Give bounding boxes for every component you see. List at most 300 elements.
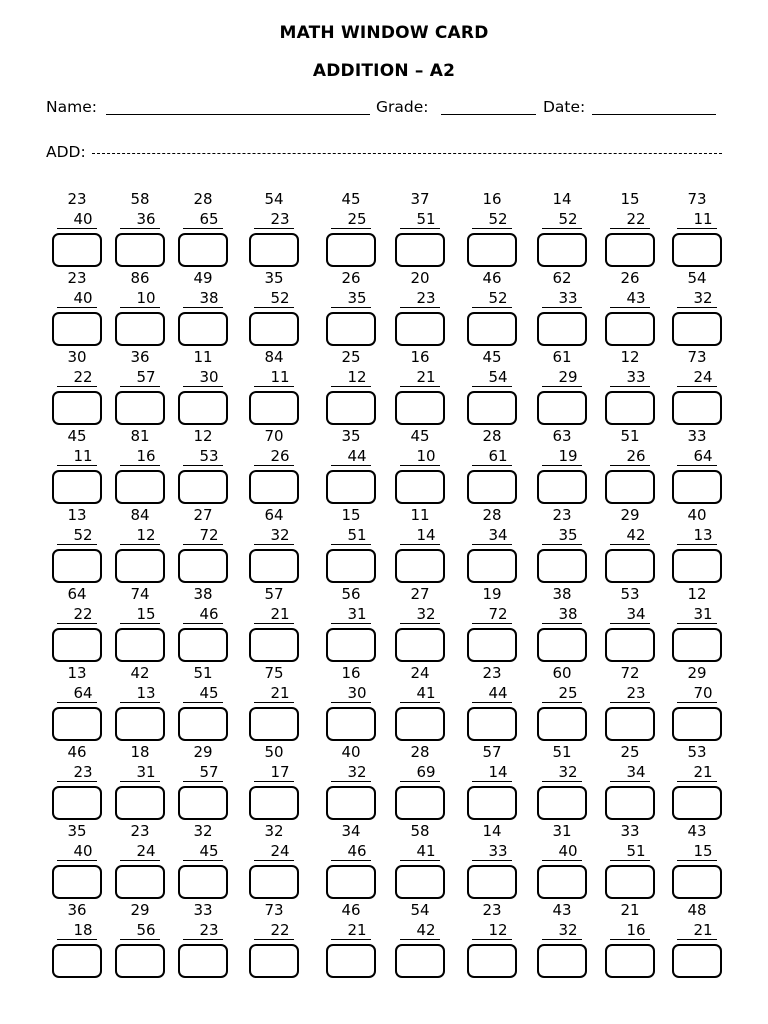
answer-box[interactable] <box>178 786 228 820</box>
addition-problem <box>49 348 105 436</box>
addition-problem <box>323 822 379 910</box>
top-addend: 49 <box>193 269 213 287</box>
bottom-addend: 32 <box>331 764 370 782</box>
answer-box[interactable] <box>326 312 376 346</box>
addition-problem <box>246 664 302 752</box>
addition-problem <box>49 190 105 278</box>
answer-box[interactable] <box>326 944 376 978</box>
bottom-addend: 32 <box>677 290 716 308</box>
answer-box[interactable] <box>395 865 445 899</box>
date-label: Date: <box>543 98 586 116</box>
top-addend: 45 <box>410 427 430 445</box>
bottom-addend-row <box>464 763 520 782</box>
top-addend: 72 <box>620 664 640 682</box>
answer-box[interactable] <box>326 391 376 425</box>
answer-box[interactable] <box>672 391 722 425</box>
top-addend: 12 <box>193 427 213 445</box>
bottom-addend-row <box>669 842 725 861</box>
answer-box[interactable] <box>52 786 102 820</box>
answer-box[interactable] <box>249 865 299 899</box>
top-addend: 81 <box>130 427 150 445</box>
top-addend: 73 <box>687 190 707 208</box>
bottom-addend-row <box>602 605 658 624</box>
answer-box[interactable] <box>115 549 165 583</box>
addition-problem <box>669 664 725 752</box>
answer-box[interactable] <box>52 944 102 978</box>
top-addend: 29 <box>687 664 707 682</box>
answer-box[interactable] <box>326 865 376 899</box>
addition-problem <box>323 506 379 594</box>
addition-problem <box>323 269 379 357</box>
answer-box[interactable] <box>115 628 165 662</box>
bottom-addend-row <box>323 763 379 782</box>
bottom-addend: 41 <box>400 843 439 861</box>
answer-box[interactable] <box>178 470 228 504</box>
top-addend: 64 <box>264 506 284 524</box>
top-addend: 23 <box>552 506 572 524</box>
answer-box[interactable] <box>395 549 445 583</box>
answer-box[interactable] <box>249 549 299 583</box>
answer-box[interactable] <box>537 707 587 741</box>
bottom-addend-row <box>246 921 302 940</box>
addition-problem <box>175 190 231 278</box>
answer-box[interactable] <box>52 707 102 741</box>
answer-box[interactable] <box>249 470 299 504</box>
addition-problem <box>464 585 520 673</box>
top-addend: 38 <box>552 585 572 603</box>
addition-problem <box>175 664 231 752</box>
answer-box[interactable] <box>467 233 517 267</box>
answer-box[interactable] <box>605 470 655 504</box>
answer-box[interactable] <box>672 233 722 267</box>
answer-box[interactable] <box>395 707 445 741</box>
addition-problem <box>246 269 302 357</box>
addition-problem <box>49 427 105 515</box>
answer-box[interactable] <box>52 549 102 583</box>
answer-box[interactable] <box>672 944 722 978</box>
bottom-addend: 35 <box>542 527 581 545</box>
bottom-addend: 51 <box>331 527 370 545</box>
top-addend: 26 <box>341 269 361 287</box>
bottom-addend: 72 <box>472 606 511 624</box>
top-addend: 23 <box>130 822 150 840</box>
top-addend: 43 <box>687 822 707 840</box>
answer-box[interactable] <box>395 470 445 504</box>
bottom-addend: 16 <box>120 448 159 466</box>
bottom-addend-row <box>49 842 105 861</box>
top-addend: 58 <box>130 190 150 208</box>
addition-problem <box>112 585 168 673</box>
bottom-addend: 32 <box>542 764 581 782</box>
addition-problem <box>246 585 302 673</box>
answer-box[interactable] <box>326 628 376 662</box>
answer-box[interactable] <box>467 786 517 820</box>
bottom-addend: 32 <box>542 922 581 940</box>
bottom-addend-row <box>175 763 231 782</box>
bottom-addend: 13 <box>677 527 716 545</box>
grade-label: Grade: <box>376 98 429 116</box>
top-addend: 27 <box>193 506 213 524</box>
top-addend: 40 <box>341 743 361 761</box>
answer-box[interactable] <box>115 233 165 267</box>
bottom-addend-row <box>534 210 590 229</box>
addition-problem <box>246 427 302 515</box>
answer-box[interactable] <box>672 865 722 899</box>
bottom-addend-row <box>112 842 168 861</box>
answer-box[interactable] <box>326 786 376 820</box>
addition-problem <box>112 901 168 989</box>
answer-box[interactable] <box>395 391 445 425</box>
answer-box[interactable] <box>52 312 102 346</box>
answer-box[interactable] <box>249 628 299 662</box>
addition-problem <box>175 506 231 594</box>
answer-box[interactable] <box>605 391 655 425</box>
bottom-addend-row <box>669 921 725 940</box>
bottom-addend-row <box>392 842 448 861</box>
answer-box[interactable] <box>115 470 165 504</box>
addition-problem <box>246 901 302 989</box>
bottom-addend-row <box>669 210 725 229</box>
bottom-addend-row <box>175 605 231 624</box>
top-addend: 28 <box>193 190 213 208</box>
bottom-addend: 46 <box>331 843 370 861</box>
answer-box[interactable] <box>537 233 587 267</box>
bottom-addend: 21 <box>331 922 370 940</box>
bottom-addend-row <box>602 921 658 940</box>
bottom-addend: 72 <box>183 527 222 545</box>
answer-box[interactable] <box>395 944 445 978</box>
answer-box[interactable] <box>115 707 165 741</box>
addition-problem <box>112 743 168 831</box>
addition-problem <box>49 743 105 831</box>
top-addend: 23 <box>67 269 87 287</box>
answer-box[interactable] <box>672 628 722 662</box>
bottom-addend-row <box>602 210 658 229</box>
addition-problem <box>669 427 725 515</box>
addition-problem <box>323 664 379 752</box>
addition-problem <box>246 743 302 831</box>
bottom-addend: 65 <box>183 211 222 229</box>
bottom-addend-row <box>323 368 379 387</box>
answer-box[interactable] <box>537 628 587 662</box>
answer-box[interactable] <box>178 865 228 899</box>
top-addend: 23 <box>482 664 502 682</box>
bottom-addend-row <box>534 921 590 940</box>
answer-box[interactable] <box>249 391 299 425</box>
top-addend: 35 <box>67 822 87 840</box>
top-addend: 86 <box>130 269 150 287</box>
bottom-addend-row <box>602 289 658 308</box>
top-addend: 23 <box>482 901 502 919</box>
answer-box[interactable] <box>395 233 445 267</box>
top-addend: 46 <box>341 901 361 919</box>
top-addend: 37 <box>410 190 430 208</box>
bottom-addend-row <box>392 921 448 940</box>
top-addend: 35 <box>341 427 361 445</box>
answer-box[interactable] <box>537 549 587 583</box>
bottom-addend-row <box>323 210 379 229</box>
bottom-addend: 13 <box>120 685 159 703</box>
top-addend: 53 <box>687 743 707 761</box>
top-addend: 51 <box>552 743 572 761</box>
bottom-addend-row <box>669 605 725 624</box>
answer-box[interactable] <box>178 549 228 583</box>
addition-problem <box>669 585 725 673</box>
top-addend: 73 <box>264 901 284 919</box>
answer-box[interactable] <box>672 786 722 820</box>
addition-problem <box>602 427 658 515</box>
answer-box[interactable] <box>605 865 655 899</box>
addition-problem <box>534 664 590 752</box>
bottom-addend: 23 <box>400 290 439 308</box>
top-addend: 60 <box>552 664 572 682</box>
bottom-addend-row <box>464 368 520 387</box>
bottom-addend: 51 <box>400 211 439 229</box>
answer-box[interactable] <box>178 944 228 978</box>
answer-box[interactable] <box>249 944 299 978</box>
bottom-addend-row <box>534 526 590 545</box>
top-addend: 43 <box>552 901 572 919</box>
answer-box[interactable] <box>326 707 376 741</box>
addition-problem <box>175 348 231 436</box>
answer-box[interactable] <box>52 233 102 267</box>
bottom-addend: 42 <box>610 527 649 545</box>
answer-box[interactable] <box>672 707 722 741</box>
addition-problem <box>669 269 725 357</box>
top-addend: 84 <box>130 506 150 524</box>
answer-box[interactable] <box>115 865 165 899</box>
bottom-addend-row <box>49 289 105 308</box>
answer-box[interactable] <box>178 628 228 662</box>
answer-box[interactable] <box>326 233 376 267</box>
answer-box[interactable] <box>395 312 445 346</box>
addition-problem <box>534 269 590 357</box>
addition-problem <box>246 190 302 278</box>
bottom-addend: 26 <box>610 448 649 466</box>
answer-box[interactable] <box>605 549 655 583</box>
bottom-addend-row <box>246 842 302 861</box>
answer-box[interactable] <box>326 549 376 583</box>
bottom-addend-row <box>602 684 658 703</box>
top-addend: 28 <box>482 506 502 524</box>
answer-box[interactable] <box>52 628 102 662</box>
addition-problem <box>534 506 590 594</box>
answer-box[interactable] <box>178 233 228 267</box>
bottom-addend: 23 <box>610 685 649 703</box>
bottom-addend-row <box>112 921 168 940</box>
answer-box[interactable] <box>249 786 299 820</box>
answer-box[interactable] <box>467 549 517 583</box>
top-addend: 33 <box>687 427 707 445</box>
bottom-addend: 41 <box>400 685 439 703</box>
bottom-addend: 15 <box>677 843 716 861</box>
bottom-addend-row <box>392 763 448 782</box>
answer-box[interactable] <box>467 865 517 899</box>
bottom-addend: 51 <box>610 843 649 861</box>
bottom-addend-row <box>464 921 520 940</box>
bottom-addend: 21 <box>254 606 293 624</box>
bottom-addend-row <box>602 763 658 782</box>
bottom-addend-row <box>602 368 658 387</box>
answer-box[interactable] <box>537 470 587 504</box>
top-addend: 40 <box>687 506 707 524</box>
answer-box[interactable] <box>52 865 102 899</box>
top-addend: 36 <box>130 348 150 366</box>
answer-box[interactable] <box>178 391 228 425</box>
bottom-addend: 12 <box>472 922 511 940</box>
answer-box[interactable] <box>672 470 722 504</box>
answer-box[interactable] <box>467 628 517 662</box>
top-addend: 35 <box>264 269 284 287</box>
top-addend: 27 <box>410 585 430 603</box>
bottom-addend: 17 <box>254 764 293 782</box>
bottom-addend: 21 <box>677 922 716 940</box>
addition-problem <box>49 269 105 357</box>
top-addend: 54 <box>410 901 430 919</box>
answer-box[interactable] <box>467 312 517 346</box>
bottom-addend: 32 <box>254 527 293 545</box>
addition-problem <box>392 348 448 436</box>
answer-box[interactable] <box>115 786 165 820</box>
addition-problem <box>246 506 302 594</box>
addition-problem <box>49 822 105 910</box>
bottom-addend-row <box>464 526 520 545</box>
top-addend: 73 <box>687 348 707 366</box>
answer-box[interactable] <box>537 786 587 820</box>
addition-problem <box>175 822 231 910</box>
bottom-addend-row <box>392 447 448 466</box>
answer-box[interactable] <box>395 786 445 820</box>
answer-box[interactable] <box>249 233 299 267</box>
answer-box[interactable] <box>326 470 376 504</box>
bottom-addend: 15 <box>120 606 159 624</box>
bottom-addend-row <box>669 289 725 308</box>
answer-box[interactable] <box>249 707 299 741</box>
addition-problem <box>602 348 658 436</box>
addition-problem <box>112 506 168 594</box>
answer-box[interactable] <box>467 470 517 504</box>
answer-box[interactable] <box>605 628 655 662</box>
top-addend: 19 <box>482 585 502 603</box>
answer-box[interactable] <box>605 786 655 820</box>
top-addend: 14 <box>482 822 502 840</box>
addition-problem <box>602 269 658 357</box>
addition-problem <box>464 427 520 515</box>
bottom-addend: 21 <box>400 369 439 387</box>
addition-problem <box>464 506 520 594</box>
top-addend: 45 <box>482 348 502 366</box>
addition-problem <box>392 743 448 831</box>
bottom-addend-row <box>392 684 448 703</box>
answer-box[interactable] <box>672 549 722 583</box>
bottom-addend: 33 <box>610 369 649 387</box>
bottom-addend: 33 <box>542 290 581 308</box>
addition-problem <box>49 585 105 673</box>
bottom-addend: 24 <box>120 843 159 861</box>
answer-box[interactable] <box>605 233 655 267</box>
answer-box[interactable] <box>672 312 722 346</box>
answer-box[interactable] <box>52 470 102 504</box>
answer-box[interactable] <box>605 707 655 741</box>
addition-problem <box>464 190 520 278</box>
addition-problem <box>669 901 725 989</box>
addition-problem <box>392 190 448 278</box>
top-addend: 23 <box>67 190 87 208</box>
answer-box[interactable] <box>178 312 228 346</box>
top-addend: 25 <box>620 743 640 761</box>
answer-box[interactable] <box>467 391 517 425</box>
addition-problem <box>175 585 231 673</box>
answer-box[interactable] <box>605 312 655 346</box>
bottom-addend-row <box>246 447 302 466</box>
answer-box[interactable] <box>249 312 299 346</box>
top-addend: 74 <box>130 585 150 603</box>
answer-box[interactable] <box>537 391 587 425</box>
addition-problem <box>112 664 168 752</box>
bottom-addend-row <box>602 447 658 466</box>
answer-box[interactable] <box>178 707 228 741</box>
bottom-addend-row <box>112 368 168 387</box>
top-addend: 54 <box>264 190 284 208</box>
bottom-addend-row <box>323 842 379 861</box>
bottom-addend: 64 <box>57 685 96 703</box>
answer-box[interactable] <box>537 312 587 346</box>
top-addend: 34 <box>341 822 361 840</box>
bottom-addend: 26 <box>254 448 293 466</box>
top-addend: 16 <box>341 664 361 682</box>
answer-box[interactable] <box>605 944 655 978</box>
bottom-addend-row <box>464 605 520 624</box>
answer-box[interactable] <box>115 944 165 978</box>
bottom-addend-row <box>602 526 658 545</box>
answer-box[interactable] <box>467 944 517 978</box>
bottom-addend-row <box>323 526 379 545</box>
bottom-addend: 31 <box>331 606 370 624</box>
answer-box[interactable] <box>52 391 102 425</box>
top-addend: 51 <box>193 664 213 682</box>
addition-problem <box>246 348 302 436</box>
top-addend: 20 <box>410 269 430 287</box>
answer-box[interactable] <box>537 944 587 978</box>
bottom-addend: 34 <box>610 764 649 782</box>
bottom-addend-row <box>669 447 725 466</box>
addition-problem <box>534 743 590 831</box>
answer-box[interactable] <box>467 707 517 741</box>
answer-box[interactable] <box>115 312 165 346</box>
answer-box[interactable] <box>395 628 445 662</box>
bottom-addend: 23 <box>57 764 96 782</box>
answer-box[interactable] <box>115 391 165 425</box>
bottom-addend: 24 <box>254 843 293 861</box>
bottom-addend-row <box>392 368 448 387</box>
bottom-addend: 11 <box>254 369 293 387</box>
bottom-addend: 61 <box>472 448 511 466</box>
bottom-addend-row <box>669 763 725 782</box>
answer-box[interactable] <box>537 865 587 899</box>
addition-problem <box>175 427 231 515</box>
bottom-addend: 40 <box>542 843 581 861</box>
bottom-addend-row <box>464 684 520 703</box>
bottom-addend: 11 <box>57 448 96 466</box>
addition-problem <box>602 664 658 752</box>
top-addend: 53 <box>620 585 640 603</box>
bottom-addend: 22 <box>254 922 293 940</box>
top-addend: 13 <box>67 506 87 524</box>
bottom-addend-row <box>112 684 168 703</box>
bottom-addend: 21 <box>254 685 293 703</box>
bottom-addend-row <box>669 684 725 703</box>
top-addend: 70 <box>264 427 284 445</box>
